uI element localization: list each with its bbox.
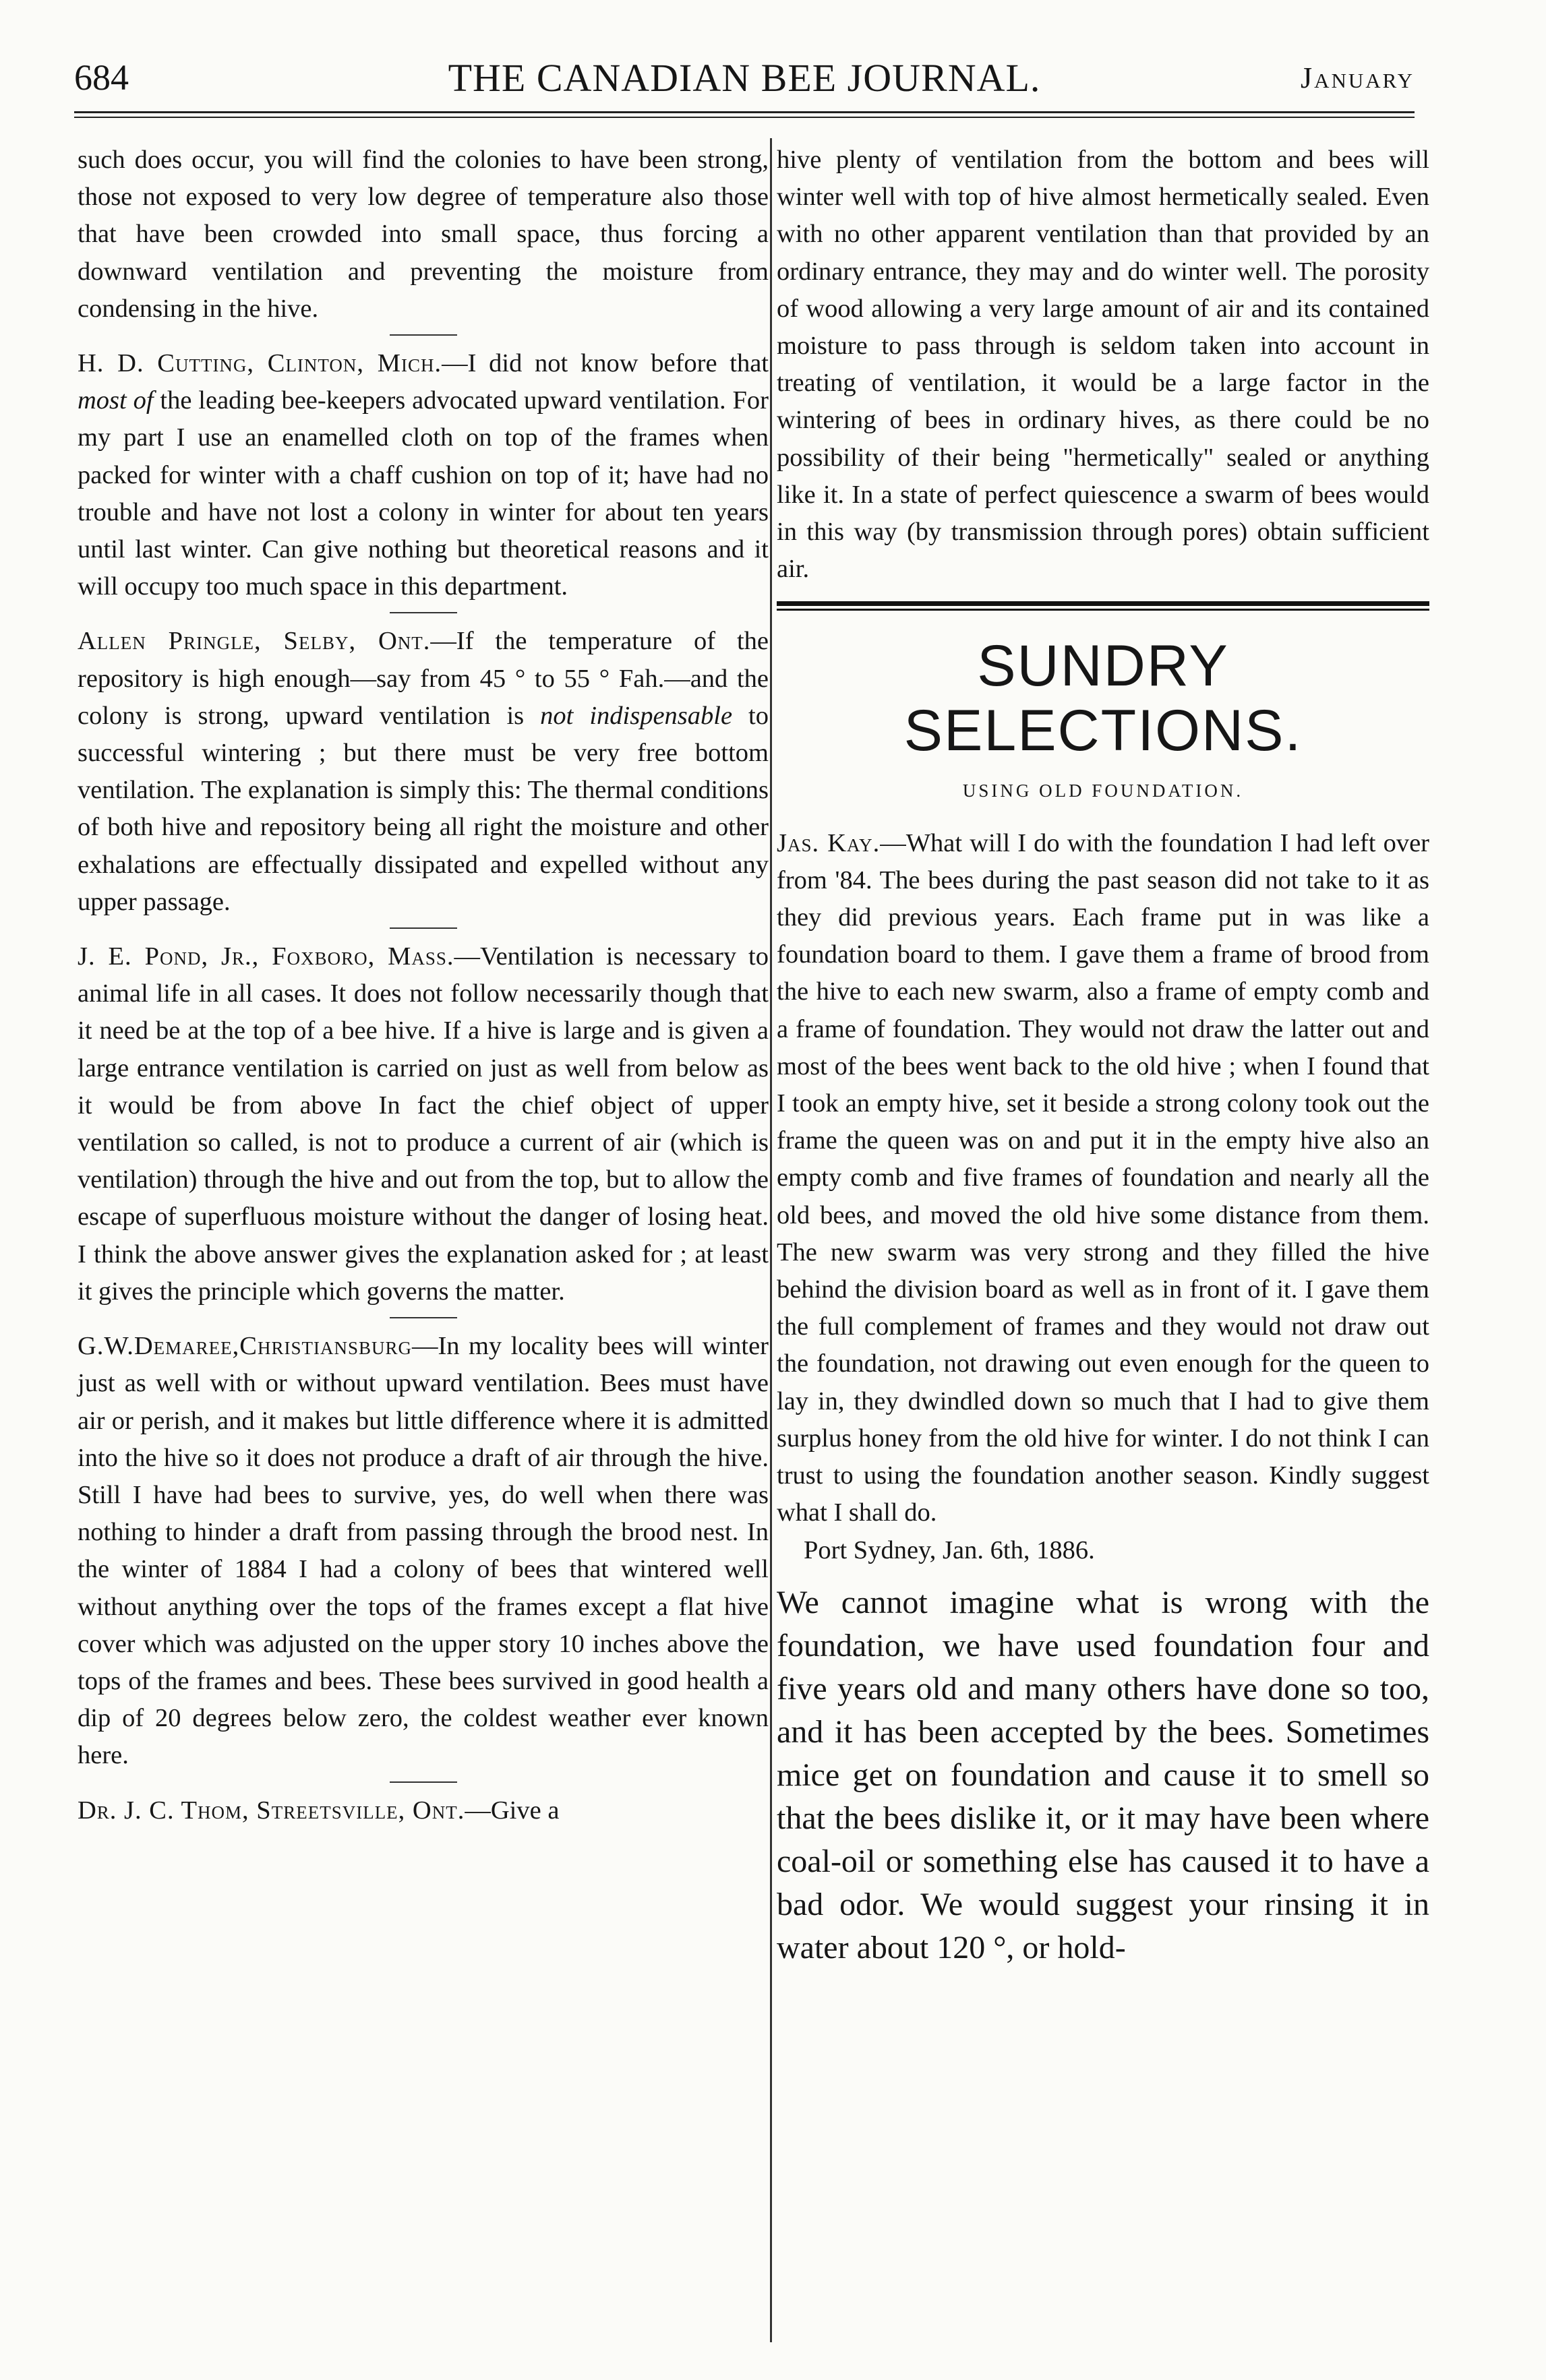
section-rule-thick	[777, 601, 1429, 606]
entry-text: to successful wintering ; but there must be very free bottom ventilation. The explanation is simply this: The thermal conditions of both hive and repository being all right the moisture and other exhalations are effectually dissipated and expelled without any upper passage.	[78, 701, 769, 916]
correspondent-name: H. D. Cutting, Clinton, Mich.	[78, 349, 442, 378]
correspondent-name: Dr. J. C. Thom, Streetsville, Ont.	[78, 1796, 465, 1825]
running-header	[74, 49, 1415, 102]
correspondent-name: Allen Pringle, Selby, Ont.	[78, 627, 431, 656]
entry-text: —Give a	[465, 1796, 560, 1825]
correspondent-name: J. E. Pond, Jr., Foxboro, Mass.	[78, 942, 454, 971]
separator-dash	[390, 1781, 457, 1783]
section-rule-thin	[777, 609, 1429, 611]
emphasis-text: not indispensable	[540, 701, 733, 730]
paragraph: hive plenty of ventilation from the bottom and bees will winter well with top of hive almost hermetically sealed. Even with no other apparent ventilation than that provided by an ordinary entrance, they may and do winter well. The porosity of wood allowing a very large amount of air and its contained moisture to pass through is seldom taken into account in treating of ventilation, it would be a large factor in the wintering of bees in ordinary hives, as there could be no possibility of their being "hermetically" sealed or anything like it. In a state of perfect quiescence a swarm of bees would in this way (by transmission through pores) obtain sufficient air.	[777, 146, 1429, 584]
issue-month: January	[1300, 61, 1415, 94]
editor-reply: We cannot imagine what is wrong with the foundation, we have used foundation four and five years old and many others have done so too, and it has been accepted by the bees. Sometimes mice get on foundation and cause it to smell so that the bees dislike it, or it may have been where coal-oil or something else has caused it to have a bad odor. We would suggest your rinsing it in water about 120 °, or hold-	[777, 1584, 1429, 1965]
entry-text: —In my locality bees will winter just as well with or without upward ventilation. Bees must have air or perish, and it makes but little difference where it is admitted into the hive so it does not produce a draft of air through the hive. Still I have had bees to survive, yes, do well when there was nothing to hinder a draft from passing through the brood nest. In the winter of 1884 I had a colony of bees that wintered well without anything over the tops of the frames except a flat hive cover which was adjusted on the upper story 10 inches above the tops of the frames and bees. These bees survived in good health a dip of 20 degrees below zero, the coldest weather ever known here.	[78, 1332, 769, 1770]
entry-pringle	[78, 623, 769, 921]
entry-demaree	[78, 1328, 769, 1774]
journal-title: THE CANADIAN BEE JOURNAL.	[448, 56, 1041, 100]
separator-dash	[390, 1317, 457, 1318]
entry-cutting	[78, 345, 769, 605]
section-subheading: USING OLD FOUNDATION.	[962, 781, 1244, 801]
entry-text: —I did not know before that	[442, 349, 769, 378]
header-rule	[74, 111, 1415, 113]
entry-kay	[777, 825, 1429, 1532]
section-rule	[777, 601, 1429, 616]
letter-signature: Port Sydney, Jan. 6th, 1886.	[804, 1535, 1095, 1564]
separator-dash	[390, 334, 457, 336]
column-divider	[770, 138, 772, 2342]
entry-text: —If the temperature of the repository is high enough—say from 45 ° to 55 ° Fah.—and the colony is strong, upward ventilation is	[78, 627, 769, 730]
emphasis-text: most of	[78, 386, 154, 415]
section-heading: SUNDRY SELECTIONS.	[903, 634, 1303, 764]
entry-text: —What will I do with the foundation I had left over from '84. The bees during the past season did not take to it as they did previous years. Each frame put in was like a foundation board to them. I gave them a frame of brood from the hive to each new swarm, also a frame of empty comb and a frame of foundation. They would not draw the latter out and most of the bees went back to the old hive ; when I found that I took an empty hive, set it beside a strong colony took out the frame the queen was on and put it in the empty hive also an empty comb and five frames of foundation and nearly all the old bees, and moved the old hive some distance from them. The new swarm was very strong and they filled the hive behind the division board as well as in front of it. I gave them the full complement of frames and they would not draw out the foundation, not drawing out even enough for the queen to lay in, they dwindled down so much that I had to give them surplus honey from the old hive for winter. I do not think I can trust to using the foundation another season. Kindly suggest what I shall do.	[777, 828, 1429, 1527]
separator-dash	[390, 927, 457, 929]
paragraph: such does occur, you will find the colonies to have been strong, those not exposed to very low degree of temperature also those that have been crowded into small space, thus forcing a downward ventilation and preventing the moisture from condensing in the hive.	[78, 146, 769, 323]
left-column	[78, 142, 769, 1829]
separator-dash	[390, 612, 457, 613]
entry-text: —Ventilation is necessary to animal life in all cases. It does not follow necessarily though that it need be at the top of a bee hive. If a hive is large and is given a large entrance ventilation is carried on just as well from below as it would be from above In fact the chief object of upper ventilation so called, is not to produce a current of air (which is ventilation) through the hive and out from the top, but to allow the escape of superfluous moisture without the danger of losing heat. I think the above answer gives the explanation asked for ; at least it gives the principle which governs the matter.	[78, 942, 769, 1306]
entry-thom	[78, 1792, 769, 1829]
entry-pond	[78, 938, 769, 1310]
header-rule-thin	[74, 117, 1415, 118]
entry-text: the leading bee-keepers advocated upward ventilation. For my part I use an enamelled cloth on top of the frames when packed for winter with a chaff cushion on top of it; have had no trouble and have not lost a colony in winter for about ten years until last winter. Can give nothing but theoretical reasons and it will occupy too much space in this department.	[78, 386, 769, 601]
page-number: 684	[74, 57, 129, 98]
right-column	[777, 142, 1429, 1970]
correspondent-name: Jas. Kay.	[777, 828, 881, 857]
correspondent-name: G.W.Demaree,Christiansburg	[78, 1332, 412, 1361]
